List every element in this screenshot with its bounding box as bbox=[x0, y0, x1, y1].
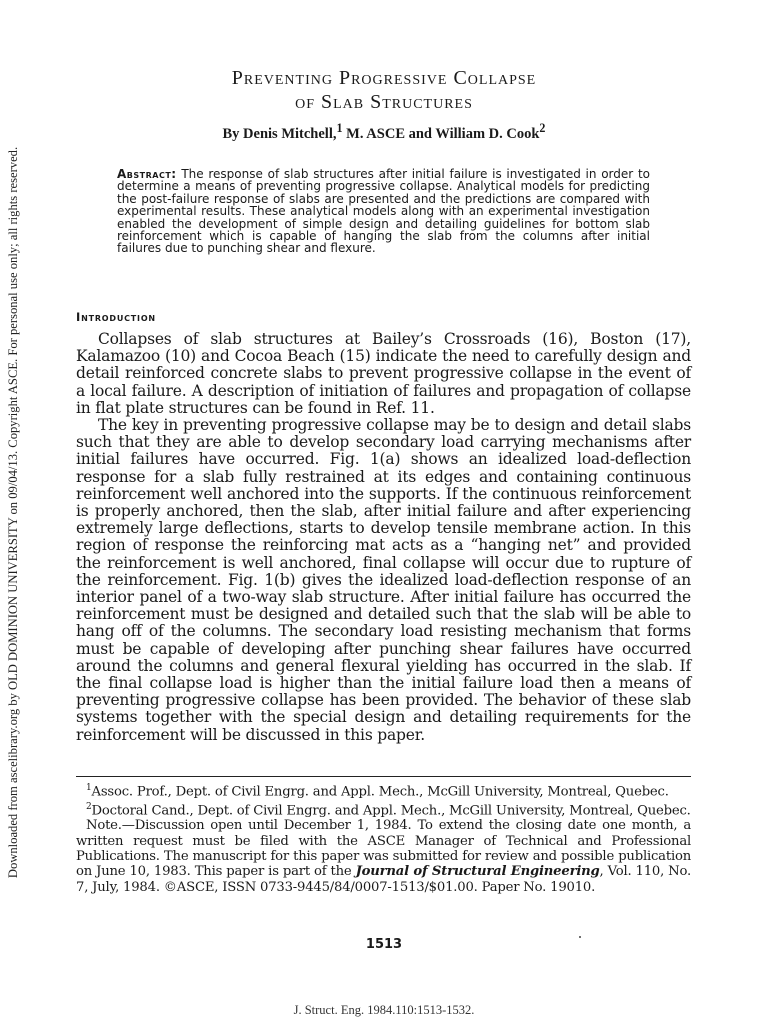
footnotes bbox=[76, 781, 691, 895]
discussion-note-tail: , Vol. 110, No. 7, July, 1984. ©ASCE, ISSN 0733-9445/84/0007-1513/$01.00. Paper No. 19010. bbox=[76, 864, 692, 895]
journal-name: Journal of Structural Engineering bbox=[355, 864, 600, 880]
footnote-1 bbox=[76, 781, 691, 800]
discussion-note-text: Note.—Discussion open until December 1, 1984. To extend the closing date one month, a written request must be filed with the ASCE Manager of Technical and Professional Publications. The manuscript for this paper was submitted for review and possible publication on June 10, 1983. This paper is part of the bbox=[76, 818, 691, 880]
download-notice-text: Downloaded from ascelibrary.org by OLD DOMINION UNIVERSITY on 09/04/13. Copyright ASCE. For personal use only; all rights reserved. bbox=[6, 146, 21, 879]
abstract-text: The response of slab structures after initial failure is investigated in order to determine a means of preventing progressive collapse. Analytical models for predicting the post-failure response of slabs are presented and the predictions are compared with experimental results. These analytical models along with an experimental investigation enabled the development of simple design and detailing guidelines for bottom slab reinforcement which is capable of hanging the slab from the columns after initial failures due to punching shear and flexure. bbox=[117, 167, 650, 256]
footnote-2-marker: 2 bbox=[86, 801, 92, 812]
author-line-prefix: By Denis Mitchell, bbox=[222, 125, 337, 142]
paper-title-line-2: of Slab Structures bbox=[295, 91, 473, 113]
author-footnote-marker-1: 1 bbox=[336, 121, 343, 135]
abstract bbox=[117, 168, 650, 255]
footnote-divider bbox=[76, 776, 691, 777]
author-footnote-marker-2: 2 bbox=[539, 121, 546, 135]
footnote-2 bbox=[76, 800, 691, 819]
author-line-middle: M. ASCE and William D. Cook bbox=[342, 125, 540, 142]
author-line bbox=[0, 121, 768, 143]
introduction-body bbox=[76, 331, 691, 744]
download-notice bbox=[2, 140, 26, 885]
citation-footer: J. Struct. Eng. 1984.110:1513-1532. bbox=[293, 1003, 475, 1017]
paragraph: Collapses of slab structures at Bailey’s Crossroads (16), Boston (17), Kalamazoo (10) and Cocoa Beach (15) indicate the need to carefully design and detail reinforced concrete slabs to prevent progressive collapse in the event of a local failure. A description of initiation of failures and propagation of collapse in flat plate structures can be found in Ref. 11. bbox=[76, 330, 691, 417]
footnote-2-text: Doctoral Cand., Dept. of Civil Engrg. and Appl. Mech., McGill University, Montreal, Quebec. bbox=[91, 803, 691, 819]
paragraph: The key in preventing progressive collapse may be to design and detail slabs such that they are able to develop secondary load carrying mechanisms after initial failures have occurred. Fig. 1(a) shows an idealized load-deflection response for a slab fully restrained at its edges and containing continuous reinforcement well anchored into the supports. If the continuous reinforcement is properly anchored, then the slab, after initial failure and after experiencing extremely large deflections, starts to develop tensile membrane action. In this region of response the reinforcing mat acts as a “hanging net” and provided the reinforcement is well anchored, final collapse will occur due to rupture of the reinforcement. Fig. 1(b) gives the idealized load-deflection response of an interior panel of a two-way slab structure. After initial failure has occurred the reinforcement must be designed and detailed such that the slab will be able to hang off of the columns. The secondary load resisting mechanism that forms must be capable of developing after punching shear failures have occurred around the columns and general flexural yielding has occurred in the slab. If the final collapse load is higher than the initial failure load then a means of preventing progressive collapse has been provided. The behavior of these slab systems together with the special design and detailing requirements for the reinforcement will be discussed in this paper. bbox=[76, 416, 691, 744]
section-heading-introduction: Introduction bbox=[76, 310, 156, 324]
discussion-note bbox=[76, 818, 691, 894]
footnote-1-marker: 1 bbox=[86, 783, 92, 793]
paper-title bbox=[0, 66, 768, 114]
abstract-label: Abstract: bbox=[117, 167, 177, 181]
page-number: 1513 bbox=[365, 937, 403, 952]
footnote-1-text: Assoc. Prof., Dept. of Civil Engrg. and Appl. Mech., McGill University, Montreal, Quebec. bbox=[91, 784, 669, 800]
paper-title-line-1: Preventing Progressive Collapse bbox=[231, 67, 537, 89]
